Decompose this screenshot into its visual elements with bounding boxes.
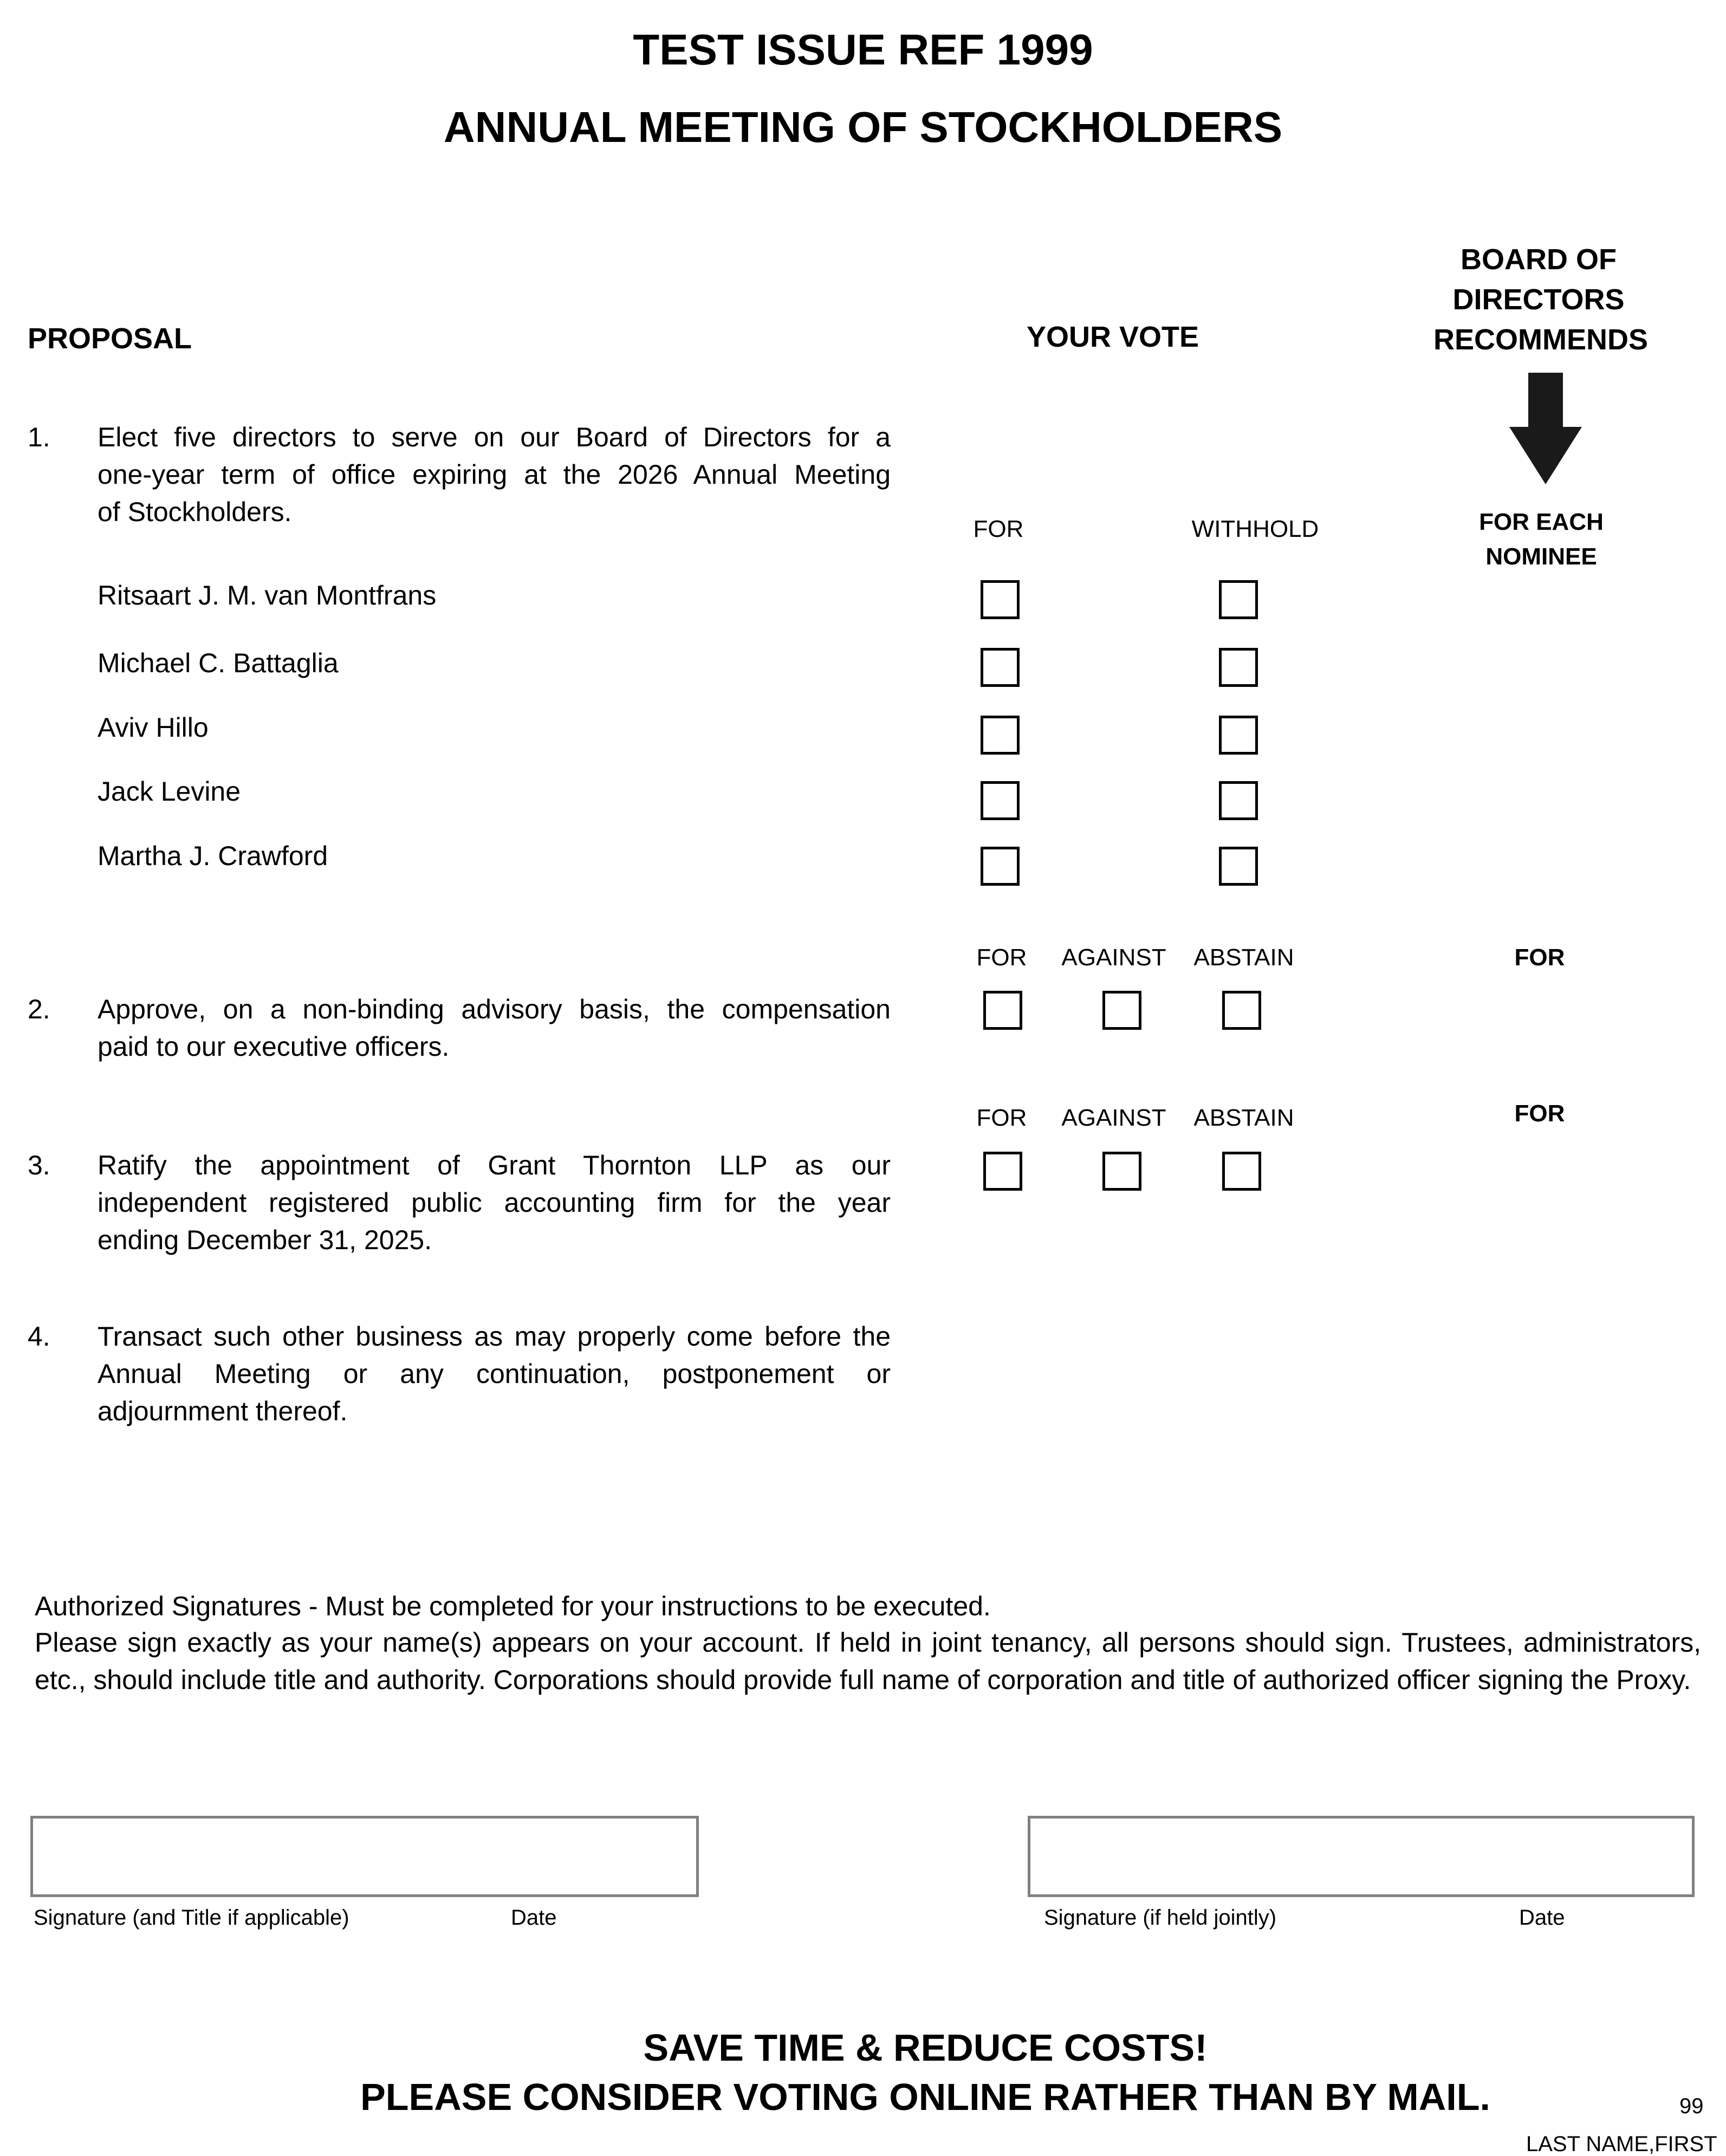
proposal-2-abstain-checkbox[interactable] [1222, 991, 1261, 1030]
nominee-3-for-checkbox[interactable] [981, 716, 1020, 755]
proposal-3-against-label: AGAINST [1061, 1105, 1166, 1131]
down-arrow-icon [1509, 373, 1582, 484]
proposal-4-number: 4. [28, 1321, 50, 1352]
signature-joint-date-label: Date [1519, 1906, 1565, 1930]
nominee-name-3: Aviv Hillo [98, 712, 209, 743]
signature-instructions: Please sign exactly as your name(s) appears on your account. If held in joint tenancy, all persons should sign. Trustees, administrators, etc., should include title and authority. Corporations should provide full name of corporation and title of authorized officer signing the Proxy. [35, 1627, 1701, 1695]
nominee-2-withhold-checkbox[interactable] [1219, 648, 1258, 687]
signature-notice-heading: Authorized Signatures - Must be completed for your instructions to be executed. [35, 1591, 991, 1621]
stockholder-name: LAST NAME,FIRST [1526, 2132, 1717, 2156]
board-recommends-line1: BOARD OF [1461, 243, 1617, 276]
proposal-1-withhold-label: WITHHOLD [1191, 516, 1319, 542]
proposal-1-recommendation-line2: NOMINEE [1485, 543, 1597, 570]
proposal-column-header: PROPOSAL [28, 322, 192, 355]
signature-primary-label: Signature (and Title if applicable) [34, 1906, 349, 1930]
page-code: 99 [1679, 2094, 1704, 2118]
proposal-2-against-label: AGAINST [1061, 944, 1166, 971]
nominee-5-for-checkbox[interactable] [981, 847, 1020, 886]
nominee-5-withhold-checkbox[interactable] [1219, 847, 1258, 886]
proposal-1-for-label: FOR [973, 516, 1024, 542]
proposal-3-against-checkbox[interactable] [1102, 1152, 1141, 1191]
proposal-3-for-label: FOR [976, 1105, 1027, 1131]
proposal-2-against-checkbox[interactable] [1102, 991, 1141, 1030]
nominee-4-withhold-checkbox[interactable] [1219, 781, 1258, 820]
nominee-1-for-checkbox[interactable] [981, 580, 1020, 619]
proposal-1-text-line2: one-year term of office expiring at the 2026 Annual Meeting [98, 459, 891, 490]
proposal-3-abstain-checkbox[interactable] [1222, 1152, 1261, 1191]
nominee-3-withhold-checkbox[interactable] [1219, 716, 1258, 755]
proposal-3-text-line1: Ratify the appointment of Grant Thornton LLP as our [98, 1150, 891, 1180]
proposal-3-for-checkbox[interactable] [983, 1152, 1022, 1191]
signature-input-joint[interactable] [1028, 1816, 1695, 1897]
nominee-name-4: Jack Levine [98, 776, 241, 807]
document-title: TEST ISSUE REF 1999 [633, 25, 1093, 74]
proposal-2-abstain-label: ABSTAIN [1193, 944, 1294, 971]
nominee-4-for-checkbox[interactable] [981, 781, 1020, 820]
proposal-4-text-line1: Transact such other business as may properly come before the [98, 1321, 891, 1352]
proposal-3-recommendation: FOR [1514, 1100, 1565, 1127]
meeting-title: ANNUAL MEETING OF STOCKHOLDERS [443, 103, 1283, 151]
proposal-2-recommendation: FOR [1514, 944, 1565, 971]
nominee-name-5: Martha J. Crawford [98, 841, 328, 871]
proposal-2-for-label: FOR [976, 944, 1027, 971]
footer-save-time-banner: SAVE TIME & REDUCE COSTS! [643, 2027, 1208, 2069]
proposal-1-text-line3: of Stockholders. [98, 497, 292, 527]
signature-primary-date-label: Date [511, 1906, 557, 1930]
signature-input-primary[interactable] [30, 1816, 699, 1897]
proposal-1-number: 1. [28, 422, 50, 452]
board-recommends-line3: RECOMMENDS [1433, 323, 1649, 356]
your-vote-column-header: YOUR VOTE [1026, 321, 1199, 353]
proposal-3-abstain-label: ABSTAIN [1193, 1105, 1294, 1131]
nominee-2-for-checkbox[interactable] [981, 648, 1020, 687]
proposal-2-text-line2: paid to our executive officers. [98, 1031, 450, 1062]
proposal-4-text-line3: adjournment thereof. [98, 1396, 348, 1426]
proposal-4-text-line2: Annual Meeting or any continuation, postponement or [98, 1359, 891, 1389]
proposal-1-text-line1: Elect five directors to serve on our Board of Directors for a [98, 422, 891, 452]
nominee-1-withhold-checkbox[interactable] [1219, 580, 1258, 619]
proposal-2-number: 2. [28, 994, 50, 1024]
proposal-3-text-line2: independent registered public accounting firm for the year [98, 1187, 891, 1218]
proposal-3-text-line3: ending December 31, 2025. [98, 1225, 432, 1255]
nominee-name-1: Ritsaart J. M. van Montfrans [98, 580, 437, 611]
proposal-1-recommendation-line1: FOR EACH [1479, 509, 1604, 535]
board-recommends-line2: DIRECTORS [1452, 283, 1625, 316]
proposal-2-text-line1: Approve, on a non-binding advisory basis, the compensation [98, 994, 891, 1024]
signature-joint-label: Signature (if held jointly) [1044, 1906, 1277, 1930]
nominee-name-2: Michael C. Battaglia [98, 648, 339, 678]
proposal-3-number: 3. [28, 1150, 50, 1180]
proposal-2-for-checkbox[interactable] [983, 991, 1022, 1030]
footer-vote-online-banner: PLEASE CONSIDER VOTING ONLINE RATHER THAN BY MAIL. [360, 2076, 1490, 2118]
